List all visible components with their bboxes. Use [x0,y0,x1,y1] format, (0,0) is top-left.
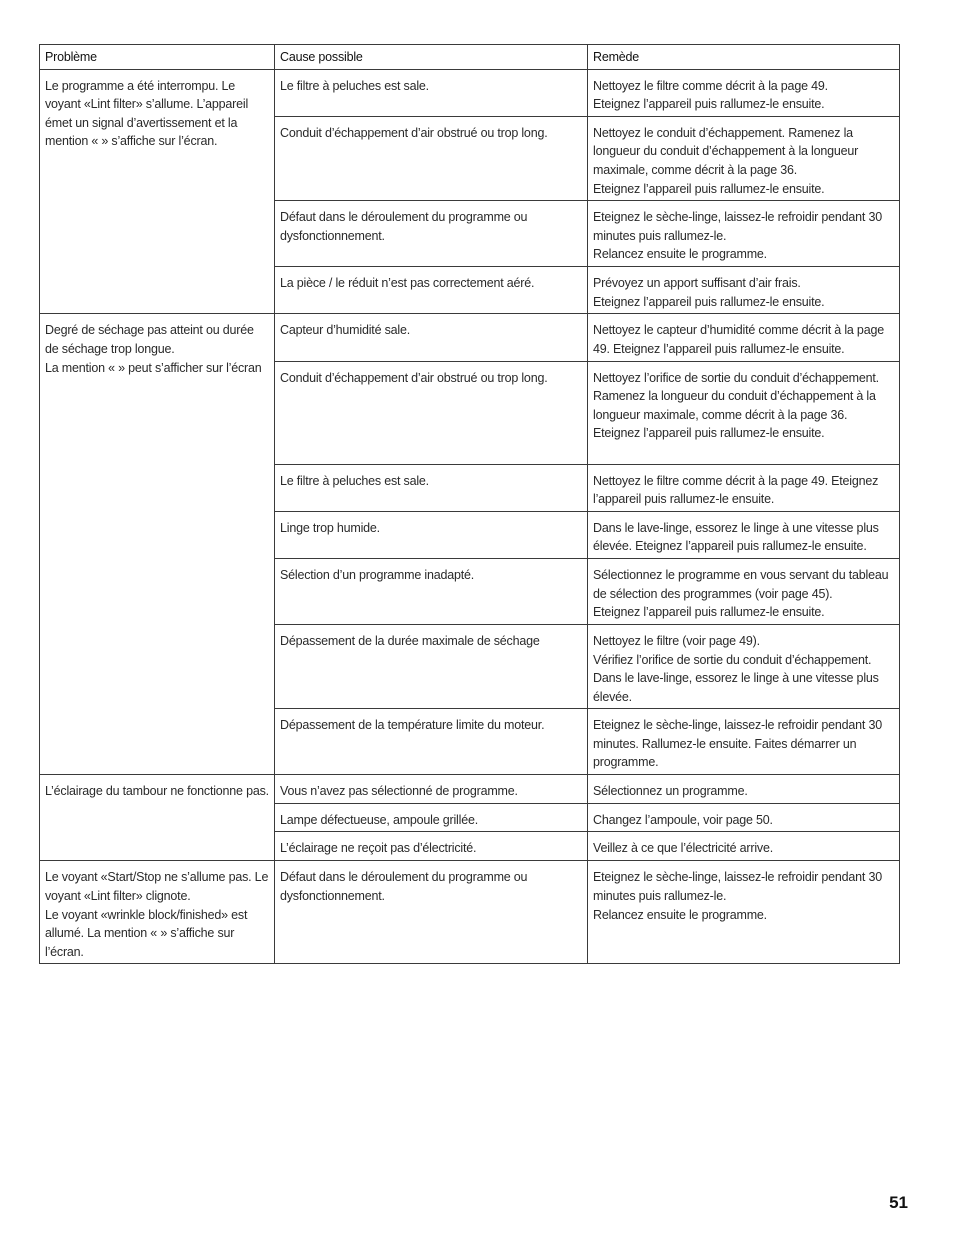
table-row [40,69,900,116]
remedy-cell: Nettoyez le filtre comme décrit à la page 49. Eteignez l’appareil puis rallumez-le ensuite. [588,69,900,116]
table-row [40,775,900,804]
cause-cell: Conduit d’échappement d’air obstrué ou trop long. [275,361,588,464]
remedy-cell: Prévoyez un apport suffisant d’air frais. Eteignez l’appareil puis rallumez-le ensuite. [588,267,900,314]
header-cause: Cause possible [275,45,588,70]
remedy-cell: Nettoyez l’orifice de sortie du conduit d’échappement. Ramenez la longueur du conduit d’échappement à la longueur maximale, comme décrit à la page 36. Eteignez l’appareil puis rallumez-le ensuite. [588,361,900,464]
remedy-cell: Nettoyez le filtre (voir page 49). Vérifiez l’orifice de sortie du conduit d’échappement. Dans le lave-linge, essorez le linge à une vitesse plus élevée. [588,624,900,708]
cause-cell: Défaut dans le déroulement du programme ou dysfonctionnement. [275,861,588,964]
problem-cell: Le voyant «Start/Stop ne s’allume pas. Le voyant «Lint filter» clignote. Le voyant «wrinkle block/finished» est allumé. La mention « » s’affiche sur l’écran. [40,861,275,964]
cause-cell: Vous n’avez pas sélectionné de programme. [275,775,588,804]
table-row [40,861,900,964]
problem-cell: Degré de séchage pas atteint ou durée de séchage trop longue. La mention « » peut s’afficher sur l’écran [40,314,275,775]
cause-cell: Dépassement de la durée maximale de séchage [275,624,588,708]
troubleshooting-table [39,44,900,964]
remedy-cell: Eteignez le sèche-linge, laissez-le refroidir pendant 30 minutes. Rallumez-le ensuite. Faites démarrer un programme. [588,709,900,775]
cause-cell: Conduit d’échappement d’air obstrué ou trop long. [275,116,588,200]
page-number: 51 [889,1193,908,1212]
remedy-cell: Eteignez le sèche-linge, laissez-le refroidir pendant 30 minutes puis rallumez-le. Relancez ensuite le programme. [588,201,900,267]
problem-cell: Le programme a été interrompu. Le voyant «Lint filter» s’allume. L’appareil émet un signal d’avertissement et la mention « » s’affiche sur l’écran. [40,69,275,314]
remedy-cell: Dans le lave-linge, essorez le linge à une vitesse plus élevée. Eteignez l’appareil puis rallumez-le ensuite. [588,511,900,558]
cause-cell: Défaut dans le déroulement du programme ou dysfonctionnement. [275,201,588,267]
remedy-cell: Veillez à ce que l’électricité arrive. [588,832,900,861]
problem-cell: L’éclairage du tambour ne fonctionne pas. [40,775,275,861]
remedy-cell: Nettoyez le filtre comme décrit à la page 49. Eteignez l’appareil puis rallumez-le ensuite. [588,464,900,511]
cause-cell: Capteur d’humidité sale. [275,314,588,361]
cause-cell: Le filtre à peluches est sale. [275,69,588,116]
cause-cell: L’éclairage ne reçoit pas d’électricité. [275,832,588,861]
cause-cell: Lampe défectueuse, ampoule grillée. [275,803,588,832]
cause-cell: Le filtre à peluches est sale. [275,464,588,511]
remedy-cell: Changez l’ampoule, voir page 50. [588,803,900,832]
cause-cell: La pièce / le réduit n’est pas correctement aéré. [275,267,588,314]
remedy-cell: Eteignez le sèche-linge, laissez-le refroidir pendant 30 minutes puis rallumez-le. Relancez ensuite le programme. [588,861,900,964]
header-remedy: Remède [588,45,900,70]
remedy-cell: Nettoyez le capteur d’humidité comme décrit à la page 49. Eteignez l’appareil puis rallumez-le ensuite. [588,314,900,361]
cause-cell: Linge trop humide. [275,511,588,558]
cause-cell: Dépassement de la température limite du moteur. [275,709,588,775]
table-row [40,314,900,361]
remedy-cell: Sélectionnez le programme en vous servant du tableau de sélection des programmes (voir page 45). Eteignez l’appareil puis rallumez-le ensuite. [588,558,900,624]
cause-cell: Sélection d’un programme inadapté. [275,558,588,624]
remedy-cell: Sélectionnez un programme. [588,775,900,804]
table-header-row [40,45,900,70]
remedy-cell: Nettoyez le conduit d’échappement. Ramenez la longueur du conduit d’échappement à la longueur maximale, comme décrit à la page 36. Eteignez l’appareil puis rallumez-le ensuite. [588,116,900,200]
header-problem: Problème [40,45,275,70]
